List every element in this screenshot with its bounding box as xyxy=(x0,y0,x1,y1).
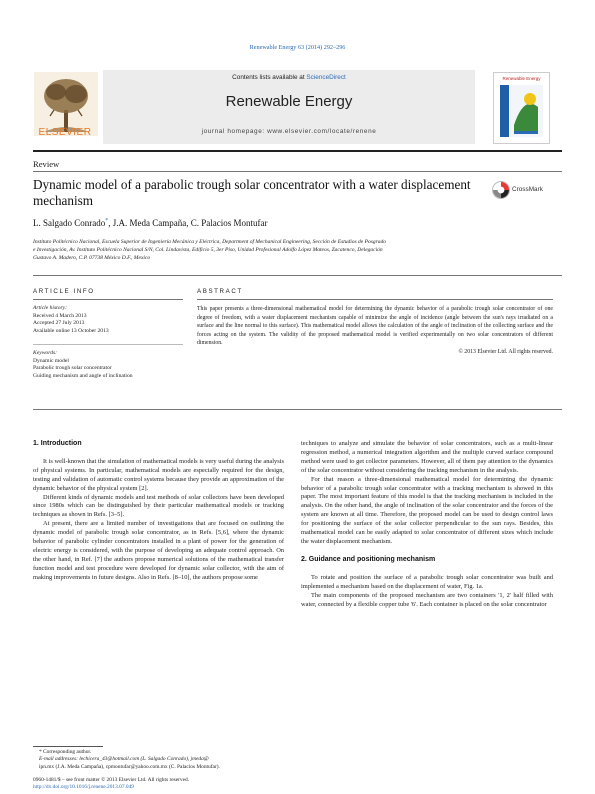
article-history xyxy=(33,305,188,335)
abstract-rule xyxy=(197,299,553,300)
footnotes xyxy=(33,749,285,771)
keywords-rule xyxy=(33,344,183,345)
other-authors: , J.A. Meda Campaña, C. Palacios Montufar xyxy=(108,218,268,228)
contents-prefix: Contents lists available at xyxy=(232,74,307,81)
publication-info xyxy=(33,777,333,792)
right-column xyxy=(301,440,553,609)
affiliation-line: Instituto Politécnico Nacional, Escuela Superior de Ingeniería Mecánica y Eléctrica, Department of Mechanical Engineering, Sección de Estudios de Posgrado xyxy=(33,239,386,245)
journal-title: Renewable Energy xyxy=(225,93,353,110)
paragraph: techniques to analyze and simulate the behavior of solar concentrators, such as a multi-linear regression method, a numerical integration algorithm and the multiple curved surface compound method were used to get collector parameters. However, all of them pay attention to the dynamics of the solar concentrator without considering the tracking mechanism in the analysis. xyxy=(301,440,553,474)
abstract-bottom-divider xyxy=(33,409,562,410)
abstract-heading: ABSTRACT xyxy=(197,288,243,295)
corresponding-author-note: * Corresponding author. xyxy=(39,749,92,755)
paragraph: Different kinds of dynamic models and test methods of solar collectors have been developed since 1980s which can be distinguished by their particular mathematical models or tracking techniques as shown in Refs. [3–5]. xyxy=(33,493,284,519)
crossmark-label: CrossMark xyxy=(512,186,543,193)
corresponding-author-mark[interactable]: * xyxy=(105,218,109,224)
paragraph: For that reason a three-dimensional mathematical model for determining the dynamic behavior of a parabolic trough solar concentrator with a tracking mechanism is showed in this paper. The most important feature of this model is that the tracking mechanism is included in the analysis. On the other hand, the angle of inclination of the solar concentrator and the forces of the system are known at all time. Therefore, the proposed model can be used to design control laws for positioning the surface of the solar collector perpendicular to the sun rays. Besides, this mathematical model can be easily adapted to solar concentrator of different sizes which include the water displacement mechanism. xyxy=(301,475,553,545)
author-1[interactable]: L. Salgado Conrado xyxy=(33,218,106,228)
paragraph: The main components of the proposed mechanism are two containers '1, 2' half filled with water, connected by a flexible copper tube '6'. Each container is placed on the solar concentrator xyxy=(301,591,553,608)
publisher-logo-text: ELSEVIER xyxy=(38,127,92,138)
paragraph: To rotate and position the surface of a parabolic trough solar concentrator was built and implemented a mechanism based on the displacement of water, Fig. 1a. xyxy=(301,573,553,590)
article-type: Review xyxy=(33,159,60,169)
contents-line xyxy=(103,74,475,81)
paragraph: It is well-known that the simulation of mathematical models is very useful during the analysis of physical systems. In particular, mathematical models are especially required for the design, testing and validation of automatic control systems because they provide an approximation of the dynamic behavior of the physical system [2]. xyxy=(33,457,284,492)
author-list xyxy=(33,218,267,228)
keyword: Parabolic trough solar concentrator xyxy=(33,365,112,372)
footnote-rule xyxy=(33,746,103,747)
journal-cover-thumbnail[interactable] xyxy=(493,72,550,144)
keywords-block xyxy=(33,350,188,380)
left-column xyxy=(33,440,284,583)
keyword: Guiding mechanism and angle of inclination xyxy=(33,372,133,379)
doi-link[interactable]: http://dx.doi.org/10.1016/j.renene.2013.07.049 xyxy=(33,784,134,791)
accepted-date: Accepted 27 July 2013 xyxy=(33,320,85,327)
email-addresses-continued[interactable]: ipn.mx (J.A. Meda Campaña), cpmontufar@yahoo.com.mx (C. Palacios Montufar). xyxy=(39,763,220,770)
cover-artwork-icon xyxy=(500,85,543,137)
abstract-body xyxy=(197,305,553,356)
header-divider xyxy=(33,150,562,152)
history-label: Article history: xyxy=(33,305,68,311)
article-title: Dynamic model of a parabolic trough solar concentrator with a water displacement mechanism xyxy=(33,177,471,208)
affiliation-divider xyxy=(33,275,562,276)
issn-line: 0960-1481/$ – see front matter © 2013 Elsevier Ltd. All rights reserved. xyxy=(33,777,190,783)
affiliation xyxy=(33,238,473,262)
section-heading-introduction: 1. Introduction xyxy=(33,440,82,447)
affiliation-line: Gustavo A. Madero, C.P. 07738 México D.F., Mexico xyxy=(33,255,151,262)
email-addresses[interactable]: E-mail addresses: lechicera_43@hotmail.com (L. Salgado Conrado), jmeda@ xyxy=(39,756,209,763)
affiliation-line: e Investigación, Av. Instituto Politécnico Nacional S/N, Col. Lindavista, Edificio 5, 3er Piso, Unidad Profesional Adolfo López Mateos, Zacatenco, Delegación xyxy=(33,247,383,254)
journal-reference[interactable]: Renewable Energy 63 (2014) 292–296 xyxy=(249,44,346,51)
section-heading-guidance: 2. Guidance and positioning mechanism xyxy=(301,555,436,563)
title-divider xyxy=(33,171,562,172)
abstract-copyright: © 2013 Elsevier Ltd. All rights reserved. xyxy=(458,348,553,355)
abstract-text: This paper presents a three-dimensional mathematical model for determining the dynamic behavior of a parabolic trough solar concentrator of one degree of freedom, with a water displacement mechanism capable of minimize the angle of incidence (angle between the sun's rays irradiated on a surface and the line normal to this surface). This mathematical model allows the calculation of the angle of inclination of the collecting surface and the forces acting on the system. The validity of the proposed mathematical model is verified experimentally on two solar concentrators of different dimension. xyxy=(197,306,553,346)
article-info-rule xyxy=(33,299,183,300)
keywords-label: Keywords: xyxy=(33,350,58,356)
paragraph: At present, there are a limited number of investigations that are focused on outlining the dynamic model of parabolic trough solar concentrator, as in Refs. [5,6], where the dynamic behavior of parabolic cylinder concentrators installed in a plant of power for the generation of electric energy is considered, with the purpose of developing an adequate control approach. On the other hand, in Ref. [7] the authors propose numerical solutions of the mathematical transfer function model and test procedure were developed for dynamic solar collector, with the aim of making improvements in future designs. Also in Refs. [8–10], the authors propose some xyxy=(33,520,284,581)
journal-homepage[interactable]: journal homepage: www.elsevier.com/locate/renene xyxy=(201,128,377,135)
received-date: Received 4 March 2013 xyxy=(33,312,87,319)
sciencedirect-link[interactable]: ScienceDirect xyxy=(306,74,346,81)
available-date: Available online 13 October 2013 xyxy=(33,327,109,334)
cover-title: Renewable Energy xyxy=(502,76,541,81)
crossmark-icon xyxy=(492,181,510,199)
article-info-heading: ARTICLE INFO xyxy=(33,288,95,295)
keyword: Dynamic model xyxy=(33,357,69,364)
crossmark-badge[interactable] xyxy=(492,181,552,199)
